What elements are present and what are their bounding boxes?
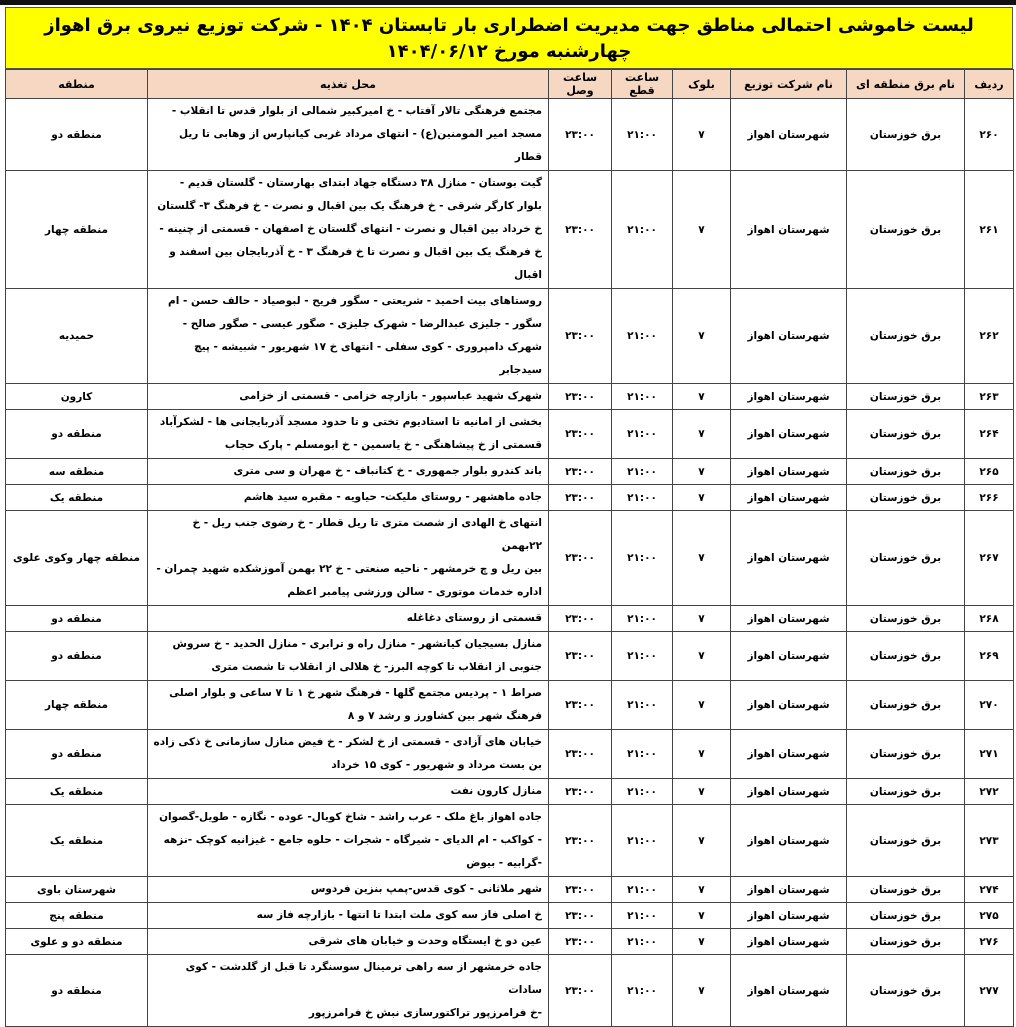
- block-cell: ۷: [673, 730, 731, 779]
- area-cell: منطقه چهار: [6, 681, 148, 730]
- block-cell: ۷: [673, 171, 731, 289]
- feed-location-cell: [148, 410, 549, 459]
- feed-location-line: بن بست مرداد و شهریور - کوی ۱۵ خرداد: [331, 759, 542, 771]
- regional-cell: برق خوزستان: [847, 171, 965, 289]
- feed-location-cell: [148, 955, 549, 1027]
- feed-location-cell: [148, 805, 549, 877]
- regional-cell: برق خوزستان: [847, 459, 965, 485]
- table-row: [6, 384, 1014, 410]
- feed-location-line: بلوار کارگر شرقی - خ فرهنگ یک بین اقبال و نصرت - خ فرهنگ ۳- گلستان: [157, 200, 542, 212]
- feed-location-line: خیابان های آزادی - قسمتی از خ لشکر - خ فیض منازل سازمانی خ ذکی زاده: [153, 736, 542, 748]
- feed-location-line: اداره خدمات موتوری - سالن ورزشی پیامبر اعظم: [287, 586, 542, 598]
- connect-time-cell: ۲۳:۰۰: [549, 903, 612, 929]
- block-cell: ۷: [673, 289, 731, 384]
- row-number-cell: ۲۷۱: [965, 730, 1014, 779]
- connect-time-cell: ۲۳:۰۰: [549, 955, 612, 1027]
- area-cell: منطقه پنج: [6, 903, 148, 929]
- row-number-cell: ۲۶۷: [965, 511, 1014, 606]
- block-cell: ۷: [673, 99, 731, 171]
- company-cell: شهرستان اهواز: [731, 929, 847, 955]
- cut-time-cell: ۲۱:۰۰: [612, 632, 673, 681]
- feed-location-line: بین ریل و چ خرمشهر - ناحیه صنعتی - خ ۲۲ بهمن آموزشکده شهید چمران -: [156, 563, 542, 575]
- feed-location-cell: [148, 459, 549, 485]
- block-cell: ۷: [673, 955, 731, 1027]
- feed-location-line: باند کندرو بلوار جمهوری - خ کتانباف - خ مهران و سی متری: [233, 465, 542, 477]
- title-banner: [5, 7, 1013, 69]
- company-cell: شهرستان اهواز: [731, 99, 847, 171]
- block-cell: ۷: [673, 779, 731, 805]
- cut-time-cell: ۲۱:۰۰: [612, 459, 673, 485]
- feed-location-line: خ خرداد بین اقبال و نصرت - انتهای گلستان خ اصفهان - قسمتی از چنینه -: [159, 223, 542, 235]
- feed-location-line: منازل کارون نفت: [450, 785, 542, 797]
- connect-time-cell: ۲۳:۰۰: [549, 289, 612, 384]
- feed-location-cell: [148, 606, 549, 632]
- block-cell: ۷: [673, 903, 731, 929]
- outage-sheet: [5, 7, 1013, 1027]
- feed-location-line: جاده ماهشهر - روستای ملیکت- حیاویه - مقبره سید هاشم: [243, 491, 542, 503]
- connect-time-cell: ۲۳:۰۰: [549, 929, 612, 955]
- row-number-cell: ۲۷۵: [965, 903, 1014, 929]
- company-cell: شهرستان اهواز: [731, 384, 847, 410]
- table-row: [6, 606, 1014, 632]
- area-cell: منطقه یک: [6, 805, 148, 877]
- company-cell: شهرستان اهواز: [731, 805, 847, 877]
- regional-cell: برق خوزستان: [847, 632, 965, 681]
- feed-location-cell: [148, 730, 549, 779]
- block-cell: ۷: [673, 877, 731, 903]
- col-header-company: نام شرکت توزیع: [731, 70, 847, 99]
- table-body: [6, 99, 1014, 1027]
- row-number-cell: ۲۷۴: [965, 877, 1014, 903]
- cut-time-cell: ۲۱:۰۰: [612, 511, 673, 606]
- feed-location-cell: [148, 485, 549, 511]
- feed-location-line: قسمتی از روستای دغاغله: [406, 612, 542, 624]
- table-row: [6, 632, 1014, 681]
- page-title: لیست خاموشی احتمالی مناطق جهت مدیریت اضطراری بار تابستان ۱۴۰۴ - شرکت توزیع نیروی برق اهواز: [44, 15, 974, 36]
- block-cell: ۷: [673, 459, 731, 485]
- feed-location-line: شهر ملاثانی - کوی قدس-پمپ بنزین فردوس: [310, 883, 542, 895]
- table-row: [6, 929, 1014, 955]
- row-number-cell: ۲۷۲: [965, 779, 1014, 805]
- company-cell: شهرستان اهواز: [731, 410, 847, 459]
- company-cell: شهرستان اهواز: [731, 485, 847, 511]
- col-header-feed-location: محل تغذیه: [148, 70, 549, 99]
- col-header-area: منطقه: [6, 70, 148, 99]
- feed-location-cell: [148, 681, 549, 730]
- feed-location-line: صراط ۱ - پردیس مجتمع گلها - فرهنگ شهر خ ۱ تا ۷ ساعی و بلوار اصلی: [169, 687, 542, 699]
- area-cell: منطقه دو: [6, 606, 148, 632]
- company-cell: شهرستان اهواز: [731, 289, 847, 384]
- block-cell: ۷: [673, 606, 731, 632]
- feed-location-line: جاده خرمشهر از سه راهی ترمینال سوسنگرد تا قبل از گلدشت - کوی سادات: [185, 961, 542, 996]
- company-cell: شهرستان اهواز: [731, 779, 847, 805]
- regional-cell: برق خوزستان: [847, 681, 965, 730]
- regional-cell: برق خوزستان: [847, 606, 965, 632]
- block-cell: ۷: [673, 929, 731, 955]
- col-header-regional: نام برق منطقه ای: [847, 70, 965, 99]
- table-row: [6, 289, 1014, 384]
- feed-location-line: بخشی از امانیه تا استادیوم تختی و تا حدود مسجد آذربایجانی ها - لشکرآباد: [159, 416, 542, 428]
- feed-location-line: مسجد امیر المومنین(ع) - انتهای مرداد غربی کیانپارس از وهابی تا ریل قطار: [178, 128, 542, 163]
- row-number-cell: ۲۶۱: [965, 171, 1014, 289]
- area-cell: منطقه چهار وکوی علوی: [6, 511, 148, 606]
- table-row: [6, 779, 1014, 805]
- table-row: [6, 485, 1014, 511]
- feed-location-cell: [148, 99, 549, 171]
- company-cell: شهرستان اهواز: [731, 681, 847, 730]
- area-cell: منطقه یک: [6, 779, 148, 805]
- feed-location-line: - کواکب - ام الدیای - شیرگاه - شجرات - حلوه جامع - غیزانیه کوچک -نزهه: [163, 834, 542, 846]
- feed-location-cell: [148, 903, 549, 929]
- company-cell: شهرستان اهواز: [731, 511, 847, 606]
- cut-time-cell: ۲۱:۰۰: [612, 730, 673, 779]
- outage-table: [5, 69, 1014, 1027]
- feed-location-cell: [148, 632, 549, 681]
- regional-cell: برق خوزستان: [847, 511, 965, 606]
- area-cell: منطقه دو: [6, 730, 148, 779]
- page-date: چهارشنبه مورخ ۱۴۰۴/۰۶/۱۲: [386, 41, 632, 62]
- company-cell: شهرستان اهواز: [731, 606, 847, 632]
- table-row: [6, 410, 1014, 459]
- block-cell: ۷: [673, 632, 731, 681]
- cut-time-cell: ۲۱:۰۰: [612, 606, 673, 632]
- connect-time-cell: ۲۳:۰۰: [549, 805, 612, 877]
- table-row: [6, 877, 1014, 903]
- regional-cell: برق خوزستان: [847, 877, 965, 903]
- area-cell: منطقه دو: [6, 955, 148, 1027]
- area-cell: شهرستان باوی: [6, 877, 148, 903]
- company-cell: شهرستان اهواز: [731, 903, 847, 929]
- cut-time-cell: ۲۱:۰۰: [612, 903, 673, 929]
- feed-location-line: خ فرهنگ یک بین اقبال و نصرت تا خ فرهنگ ۳ - خ آذربایجان بین اسفند و اقبال: [169, 246, 542, 281]
- row-number-cell: ۲۶۴: [965, 410, 1014, 459]
- regional-cell: برق خوزستان: [847, 955, 965, 1027]
- area-cell: منطقه دو: [6, 632, 148, 681]
- company-cell: شهرستان اهواز: [731, 955, 847, 1027]
- row-number-cell: ۲۶۹: [965, 632, 1014, 681]
- block-cell: ۷: [673, 485, 731, 511]
- area-cell: منطقه یک: [6, 485, 148, 511]
- cut-time-cell: ۲۱:۰۰: [612, 289, 673, 384]
- table-row: [6, 955, 1014, 1027]
- connect-time-cell: ۲۳:۰۰: [549, 99, 612, 171]
- feed-location-line: شهرک دامپروری - کوی سفلی - انتهای خ ۱۷ شهریور - شبیشه - پیچ: [194, 341, 542, 353]
- connect-time-cell: ۲۳:۰۰: [549, 877, 612, 903]
- block-cell: ۷: [673, 805, 731, 877]
- feed-location-line: روستاهای بیت احمید - شریعتی - سگور فریح - لبوصیاد - حالف حسن - ام: [168, 295, 542, 307]
- table-row: [6, 903, 1014, 929]
- block-cell: ۷: [673, 410, 731, 459]
- connect-time-cell: ۲۳:۰۰: [549, 384, 612, 410]
- regional-cell: برق خوزستان: [847, 410, 965, 459]
- cut-time-cell: ۲۱:۰۰: [612, 99, 673, 171]
- company-cell: شهرستان اهواز: [731, 632, 847, 681]
- feed-location-line: گیت بوستان - منازل ۳۸ دستگاه جهاد ابتدای بهارستان - گلستان قدیم -: [179, 177, 542, 189]
- company-cell: شهرستان اهواز: [731, 877, 847, 903]
- feed-location-cell: [148, 929, 549, 955]
- col-header-cut-time: ساعت قطع: [612, 70, 673, 99]
- feed-location-line: انتهای خ الهادی از شصت متری تا ریل قطار - خ رضوی جنب ریل - خ ۲۲بهمن: [192, 517, 542, 552]
- row-number-cell: ۲۷۶: [965, 929, 1014, 955]
- row-number-cell: ۲۷۳: [965, 805, 1014, 877]
- feed-location-line: سگور - جلیزی عبدالرضا - شهرک جلیزی - صگور عیسی - صگور صالح -: [182, 318, 542, 330]
- feed-location-line: -خ فرامرزپور تراکتورسازی نبش خ فرامرزپور: [308, 1007, 542, 1019]
- connect-time-cell: ۲۳:۰۰: [549, 779, 612, 805]
- regional-cell: برق خوزستان: [847, 903, 965, 929]
- cut-time-cell: ۲۱:۰۰: [612, 410, 673, 459]
- feed-location-line: فرهنگ شهر بین کشاورز و رشد ۷ و ۸: [347, 710, 542, 722]
- block-cell: ۷: [673, 384, 731, 410]
- table-header-row: [6, 70, 1014, 99]
- connect-time-cell: ۲۳:۰۰: [549, 511, 612, 606]
- feed-location-cell: [148, 289, 549, 384]
- feed-location-line: مجتمع فرهنگی تالار آفتاب - خ امیرکبیر شمالی از بلوار قدس تا انقلاب -: [171, 105, 542, 117]
- table-row: [6, 171, 1014, 289]
- feed-location-line: عین دو خ ایستگاه وحدت و خیابان های شرقی: [308, 935, 542, 947]
- connect-time-cell: ۲۳:۰۰: [549, 606, 612, 632]
- regional-cell: برق خوزستان: [847, 929, 965, 955]
- area-cell: حمیدیه: [6, 289, 148, 384]
- row-number-cell: ۲۶۸: [965, 606, 1014, 632]
- row-number-cell: ۲۶۲: [965, 289, 1014, 384]
- area-cell: منطقه سه: [6, 459, 148, 485]
- row-number-cell: ۲۷۷: [965, 955, 1014, 1027]
- block-cell: ۷: [673, 511, 731, 606]
- cut-time-cell: ۲۱:۰۰: [612, 171, 673, 289]
- company-cell: شهرستان اهواز: [731, 171, 847, 289]
- connect-time-cell: ۲۳:۰۰: [549, 459, 612, 485]
- block-cell: ۷: [673, 681, 731, 730]
- feed-location-cell: [148, 171, 549, 289]
- table-row: [6, 805, 1014, 877]
- row-number-cell: ۲۶۵: [965, 459, 1014, 485]
- feed-location-line: قسمتی از خ پیشاهنگی - خ یاسمین - خ ابومسلم - پارک حجاب: [224, 439, 542, 451]
- connect-time-cell: ۲۳:۰۰: [549, 730, 612, 779]
- feed-location-line: خ اصلی فاز سه کوی ملت ابتدا تا انتها - بازارچه فاز سه: [256, 909, 542, 921]
- company-cell: شهرستان اهواز: [731, 459, 847, 485]
- table-row: [6, 681, 1014, 730]
- feed-location-line: سیدجابر: [499, 364, 542, 376]
- area-cell: منطقه دو: [6, 410, 148, 459]
- connect-time-cell: ۲۳:۰۰: [549, 632, 612, 681]
- cut-time-cell: ۲۱:۰۰: [612, 805, 673, 877]
- area-cell: منطقه دو و علوی: [6, 929, 148, 955]
- table-row: [6, 459, 1014, 485]
- connect-time-cell: ۲۳:۰۰: [549, 485, 612, 511]
- regional-cell: برق خوزستان: [847, 99, 965, 171]
- company-cell: شهرستان اهواز: [731, 730, 847, 779]
- regional-cell: برق خوزستان: [847, 779, 965, 805]
- top-border: [0, 0, 1016, 5]
- feed-location-cell: [148, 877, 549, 903]
- feed-location-cell: [148, 779, 549, 805]
- regional-cell: برق خوزستان: [847, 730, 965, 779]
- row-number-cell: ۲۶۳: [965, 384, 1014, 410]
- col-header-block: بلوک: [673, 70, 731, 99]
- cut-time-cell: ۲۱:۰۰: [612, 955, 673, 1027]
- cut-time-cell: ۲۱:۰۰: [612, 485, 673, 511]
- feed-location-line: شهرک شهید عباسپور - بازارچه خزامی - قسمتی از خزامی: [239, 390, 542, 402]
- connect-time-cell: ۲۳:۰۰: [549, 681, 612, 730]
- connect-time-cell: ۲۳:۰۰: [549, 171, 612, 289]
- area-cell: کارون: [6, 384, 148, 410]
- cut-time-cell: ۲۱:۰۰: [612, 384, 673, 410]
- regional-cell: برق خوزستان: [847, 485, 965, 511]
- feed-location-line: جنوبی از انقلاب تا کوچه البرز- خ هلالی از انقلاب تا شصت متری: [211, 661, 542, 673]
- connect-time-cell: ۲۳:۰۰: [549, 410, 612, 459]
- feed-location-cell: [148, 511, 549, 606]
- regional-cell: برق خوزستان: [847, 384, 965, 410]
- row-number-cell: ۲۶۶: [965, 485, 1014, 511]
- feed-location-line: جاده اهواز باغ ملک - عرب راشد - شاخ کویال- عوده - نگازه - طویل-گصوان: [159, 811, 542, 823]
- cut-time-cell: ۲۱:۰۰: [612, 681, 673, 730]
- row-number-cell: ۲۶۰: [965, 99, 1014, 171]
- table-row: [6, 730, 1014, 779]
- row-number-cell: ۲۷۰: [965, 681, 1014, 730]
- feed-location-cell: [148, 384, 549, 410]
- regional-cell: برق خوزستان: [847, 805, 965, 877]
- regional-cell: برق خوزستان: [847, 289, 965, 384]
- feed-location-line: منازل بسیجیان کیانشهر - منازل راه و ترابری - منازل الحدید - خ سروش: [172, 638, 542, 650]
- cut-time-cell: ۲۱:۰۰: [612, 877, 673, 903]
- col-header-row-number: ردیف: [965, 70, 1014, 99]
- col-header-connect-time: ساعت وصل: [549, 70, 612, 99]
- area-cell: منطقه چهار: [6, 171, 148, 289]
- feed-location-line: -گرابیه - بیوض: [466, 857, 542, 869]
- table-row: [6, 99, 1014, 171]
- area-cell: منطقه دو: [6, 99, 148, 171]
- cut-time-cell: ۲۱:۰۰: [612, 779, 673, 805]
- cut-time-cell: ۲۱:۰۰: [612, 929, 673, 955]
- table-row: [6, 511, 1014, 606]
